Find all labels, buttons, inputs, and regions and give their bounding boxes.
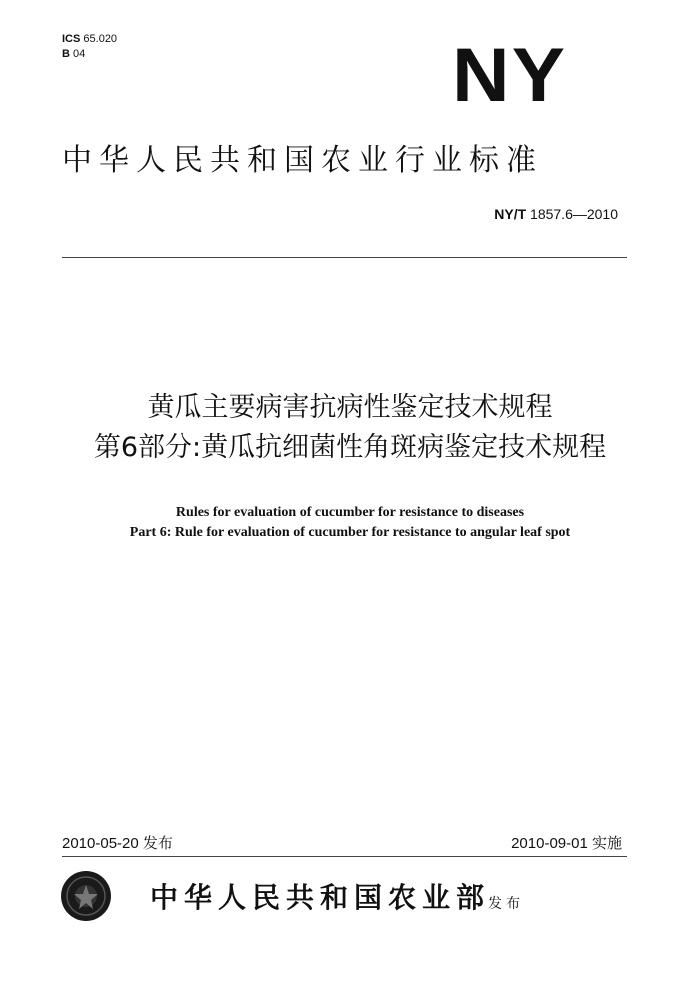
classification-codes xyxy=(62,32,117,62)
top-divider xyxy=(62,257,627,258)
issue-date: 2010-05-20 发布 xyxy=(62,835,173,852)
english-title-line2: Part 6: Rule for evaluation of cucumber for resistance to angular leaf spot xyxy=(129,525,571,540)
publish-label: 发布 xyxy=(488,896,524,912)
publisher-name: 中华人民共和国农业部 xyxy=(150,881,491,914)
bottom-divider xyxy=(62,856,627,857)
ministry-seal-icon xyxy=(60,870,112,922)
standard-title: 中华人民共和国农业行业标准 xyxy=(62,143,543,178)
english-title-line1: Rules for evaluation of cucumber for resistance to diseases xyxy=(175,505,525,520)
implementation-date: 2010-09-01 实施 xyxy=(511,835,622,852)
ics-code: ICS 65.020 xyxy=(62,33,118,45)
category-code: B 04 xyxy=(62,48,86,60)
chinese-title xyxy=(40,388,660,468)
ny-logo: NY xyxy=(452,33,568,118)
english-title xyxy=(30,503,670,543)
chinese-title-line2: 第6部分:黄瓜抗细菌性角斑病鉴定技术规程 xyxy=(93,432,607,463)
standard-number: NY/T 1857.6—2010 xyxy=(494,206,618,222)
chinese-title-line1: 黄瓜主要病害抗病性鉴定技术规程 xyxy=(147,392,553,423)
